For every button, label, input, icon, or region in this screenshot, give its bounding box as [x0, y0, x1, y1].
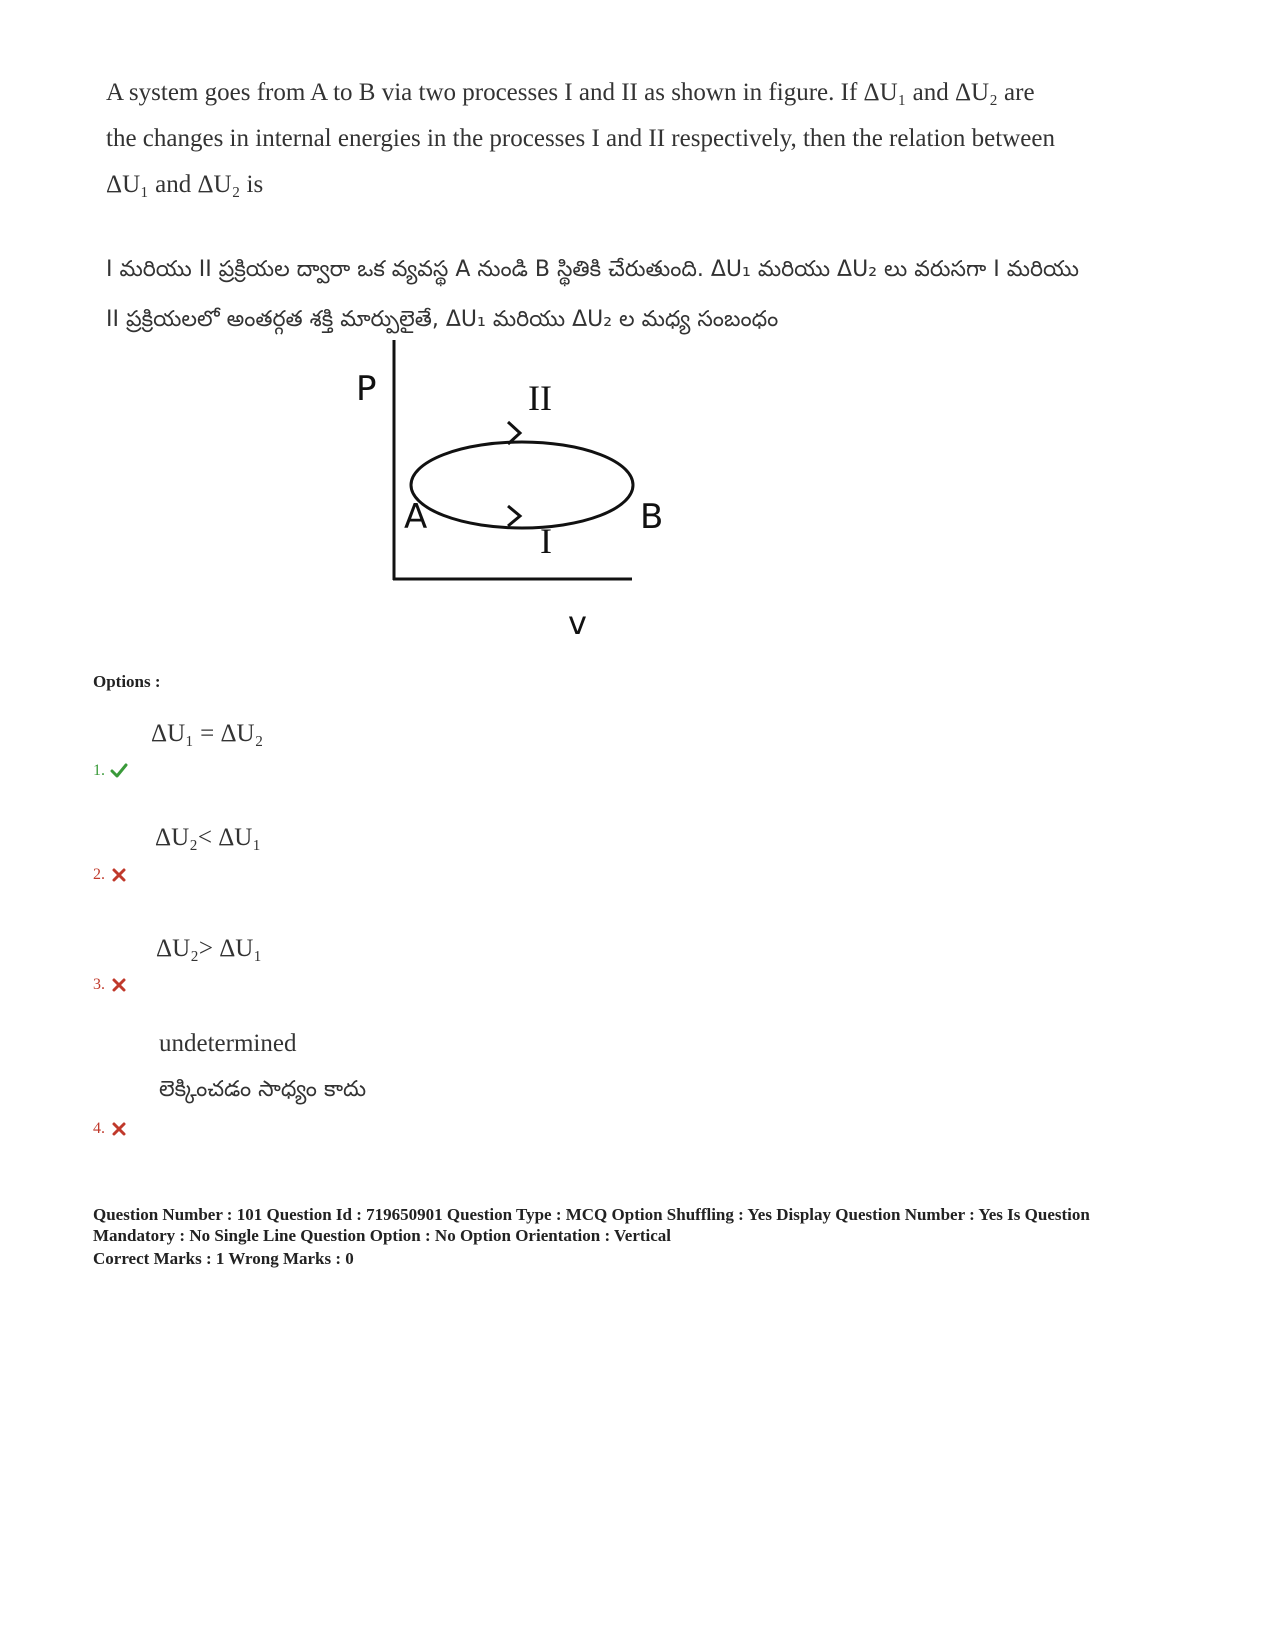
marks-metadata: Correct Marks : 1 Wrong Marks : 0: [93, 1249, 354, 1268]
option-1-label: 1.: [93, 762, 105, 779]
label-ii: II: [528, 378, 552, 418]
question-text-english: A system goes from A to B via two processes I and II as shown in figure. If ΔU₁ and ΔU₂ are the changes in internal energies in the processes I and II respectively, then the relation between ΔU₁ and ΔU₂ is: [106, 79, 1055, 198]
axis-label-v: v: [568, 604, 587, 642]
process-cycle: [411, 442, 633, 528]
check-icon: [110, 762, 128, 780]
label-b: B: [640, 497, 664, 537]
question-text-telugu: I మరియు II ప్రక్రియల ద్వారా ఒక వ్యవస్థ A నుండి B స్థితికి చేరుతుంది. ΔU₁ మరియు ΔU₂ లు వరుసగా I మరియు II ప్రక్రియలలో అంతర్గత శక్తి మార్పులైతే, ΔU₁ మరియు ΔU₂ ల మధ్య సంబంధం: [106, 257, 1079, 332]
question-metadata: Question Number : 101 Question Id : 719650901 Question Type : MCQ Option Shuffling : Yes Display Question Number : Yes Is Question Mandatory : No Single Line Question Option : No Option Orientation : Vertical: [93, 1205, 1090, 1245]
option-4-label: 4.: [93, 1120, 105, 1137]
option-3-text: ΔU₂> ΔU₁: [156, 935, 263, 962]
option-4-number: [93, 1120, 128, 1138]
label-a: A: [404, 497, 428, 537]
option-3-label: 3.: [93, 976, 105, 993]
option-2-text: ΔU₂< ΔU₁: [155, 824, 262, 851]
option-2-label: 2.: [93, 866, 105, 883]
option-1-number: [93, 762, 128, 780]
option-4-text: undetermined: [159, 1030, 297, 1057]
cross-icon: [110, 1120, 128, 1138]
option-4-text-telugu: లెక్కించడం సాధ్యం కాదు: [159, 1077, 367, 1102]
cross-icon: [110, 866, 128, 884]
option-3-number: [93, 976, 128, 994]
options-heading: Options :: [93, 672, 161, 691]
option-2-number: [93, 866, 128, 884]
label-i: I: [540, 521, 552, 561]
axis-label-p: P: [356, 369, 377, 409]
pv-diagram: [356, 350, 720, 650]
arrow-process-i: [508, 506, 520, 526]
option-1-text: ΔU₁ = ΔU₂: [151, 720, 264, 747]
cross-icon: [110, 976, 128, 994]
